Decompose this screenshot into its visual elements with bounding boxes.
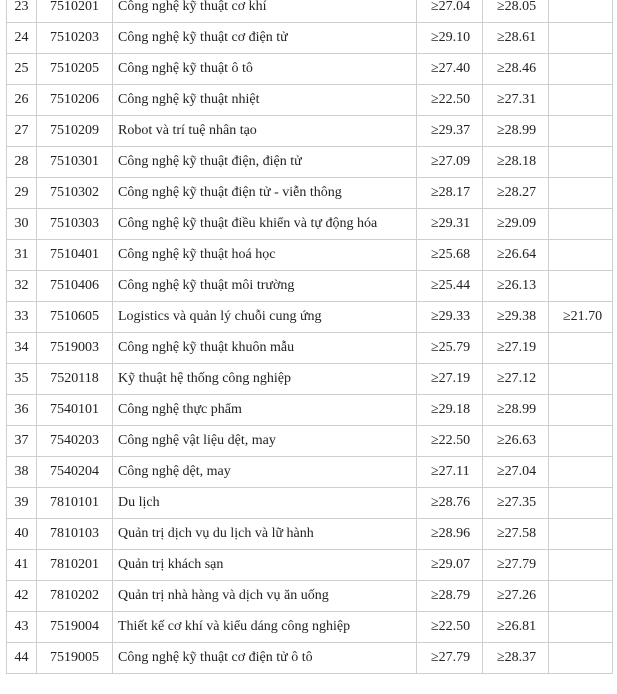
score-method-3-cell: [549, 333, 613, 364]
table-row: [7, 519, 613, 550]
major-name-cell: Công nghệ kỹ thuật điều khiển và tự động hóa: [113, 209, 417, 240]
score-method-1-cell: ≥28.96: [417, 519, 483, 550]
score-method-2-cell: ≥28.27: [483, 178, 549, 209]
major-code-cell: 7510406: [37, 271, 113, 302]
major-name-cell: Công nghệ dệt, may: [113, 457, 417, 488]
major-code-cell: 7510303: [37, 209, 113, 240]
score-method-2-cell: ≥28.99: [483, 395, 549, 426]
score-method-3-cell: [549, 178, 613, 209]
row-number-cell: 39: [7, 488, 37, 519]
table-row: [7, 271, 613, 302]
table-row: [7, 240, 613, 271]
score-method-3-cell: [549, 550, 613, 581]
row-number-cell: 35: [7, 364, 37, 395]
score-method-1-cell: ≥29.07: [417, 550, 483, 581]
score-method-3-cell: [549, 85, 613, 116]
row-number-cell: 30: [7, 209, 37, 240]
table-row: [7, 581, 613, 612]
major-name-cell: Công nghệ kỹ thuật ô tô: [113, 54, 417, 85]
table-row: [7, 550, 613, 581]
score-method-1-cell: ≥25.44: [417, 271, 483, 302]
table-row: [7, 147, 613, 178]
major-code-cell: 7810103: [37, 519, 113, 550]
score-method-3-cell: [549, 426, 613, 457]
score-method-2-cell: ≥28.05: [483, 0, 549, 23]
major-code-cell: 7810101: [37, 488, 113, 519]
score-method-2-cell: ≥26.63: [483, 426, 549, 457]
score-method-2-cell: ≥27.35: [483, 488, 549, 519]
major-code-cell: 7519003: [37, 333, 113, 364]
major-code-cell: 7510605: [37, 302, 113, 333]
row-number-cell: 37: [7, 426, 37, 457]
table-row: [7, 116, 613, 147]
score-method-3-cell: ≥21.70: [549, 302, 613, 333]
major-code-cell: 7540203: [37, 426, 113, 457]
major-name-cell: Logistics và quản lý chuỗi cung ứng: [113, 302, 417, 333]
major-name-cell: Công nghệ kỹ thuật cơ điện tử ô tô: [113, 643, 417, 674]
major-name-cell: Công nghệ kỹ thuật cơ khí: [113, 0, 417, 23]
row-number-cell: 40: [7, 519, 37, 550]
major-code-cell: 7519005: [37, 643, 113, 674]
table-row: [7, 488, 613, 519]
row-number-cell: 31: [7, 240, 37, 271]
admission-scores-table: [6, 0, 613, 674]
row-number-cell: 23: [7, 0, 37, 23]
row-number-cell: 26: [7, 85, 37, 116]
major-code-cell: 7510206: [37, 85, 113, 116]
score-method-2-cell: ≥27.79: [483, 550, 549, 581]
score-method-3-cell: [549, 0, 613, 23]
major-name-cell: Công nghệ vật liệu dệt, may: [113, 426, 417, 457]
score-method-3-cell: [549, 457, 613, 488]
major-code-cell: 7510203: [37, 23, 113, 54]
score-method-1-cell: ≥28.79: [417, 581, 483, 612]
major-code-cell: 7810202: [37, 581, 113, 612]
major-code-cell: 7810201: [37, 550, 113, 581]
score-method-1-cell: ≥27.04: [417, 0, 483, 23]
row-number-cell: 38: [7, 457, 37, 488]
major-code-cell: 7540101: [37, 395, 113, 426]
score-method-3-cell: [549, 54, 613, 85]
row-number-cell: 32: [7, 271, 37, 302]
major-name-cell: Robot và trí tuệ nhân tạo: [113, 116, 417, 147]
row-number-cell: 28: [7, 147, 37, 178]
table-row: [7, 85, 613, 116]
score-method-1-cell: ≥22.50: [417, 612, 483, 643]
table-row: [7, 612, 613, 643]
score-method-2-cell: ≥28.61: [483, 23, 549, 54]
score-method-3-cell: [549, 519, 613, 550]
score-method-1-cell: ≥29.37: [417, 116, 483, 147]
table-row: [7, 643, 613, 674]
major-name-cell: Quản trị khách sạn: [113, 550, 417, 581]
table-row: [7, 54, 613, 85]
score-method-2-cell: ≥29.09: [483, 209, 549, 240]
table-body: [7, 0, 613, 674]
major-name-cell: Du lịch: [113, 488, 417, 519]
score-method-3-cell: [549, 488, 613, 519]
score-method-2-cell: ≥27.58: [483, 519, 549, 550]
score-method-2-cell: ≥27.31: [483, 85, 549, 116]
major-code-cell: 7520118: [37, 364, 113, 395]
score-method-2-cell: ≥26.64: [483, 240, 549, 271]
major-code-cell: 7519004: [37, 612, 113, 643]
row-number-cell: 25: [7, 54, 37, 85]
major-name-cell: Công nghệ kỹ thuật nhiệt: [113, 85, 417, 116]
table-row: [7, 457, 613, 488]
major-name-cell: Công nghệ kỹ thuật điện, điện tử: [113, 147, 417, 178]
table-row: [7, 209, 613, 240]
major-name-cell: Công nghệ kỹ thuật điện tử - viễn thông: [113, 178, 417, 209]
score-method-1-cell: ≥27.40: [417, 54, 483, 85]
score-method-3-cell: [549, 116, 613, 147]
major-name-cell: Quản trị nhà hàng và dịch vụ ăn uống: [113, 581, 417, 612]
score-method-1-cell: ≥29.18: [417, 395, 483, 426]
table-row: [7, 0, 613, 23]
score-method-3-cell: [549, 147, 613, 178]
score-method-1-cell: ≥27.09: [417, 147, 483, 178]
row-number-cell: 27: [7, 116, 37, 147]
score-method-3-cell: [549, 240, 613, 271]
score-method-2-cell: ≥26.81: [483, 612, 549, 643]
score-method-2-cell: ≥27.04: [483, 457, 549, 488]
row-number-cell: 34: [7, 333, 37, 364]
score-method-3-cell: [549, 643, 613, 674]
score-method-1-cell: ≥25.68: [417, 240, 483, 271]
score-method-1-cell: ≥22.50: [417, 85, 483, 116]
table-row: [7, 364, 613, 395]
major-name-cell: Quản trị dịch vụ du lịch và lữ hành: [113, 519, 417, 550]
major-code-cell: 7510201: [37, 0, 113, 23]
score-method-3-cell: [549, 209, 613, 240]
score-method-1-cell: ≥28.17: [417, 178, 483, 209]
major-name-cell: Công nghệ kỹ thuật hoá học: [113, 240, 417, 271]
table-row: [7, 302, 613, 333]
major-code-cell: 7510301: [37, 147, 113, 178]
major-name-cell: Công nghệ thực phẩm: [113, 395, 417, 426]
row-number-cell: 44: [7, 643, 37, 674]
row-number-cell: 24: [7, 23, 37, 54]
score-method-1-cell: ≥27.11: [417, 457, 483, 488]
score-method-2-cell: ≥26.13: [483, 271, 549, 302]
table-row: [7, 426, 613, 457]
score-method-3-cell: [549, 271, 613, 302]
score-method-3-cell: [549, 612, 613, 643]
major-name-cell: Công nghệ kỹ thuật môi trường: [113, 271, 417, 302]
major-name-cell: Công nghệ kỹ thuật cơ điện tử: [113, 23, 417, 54]
score-method-2-cell: ≥27.26: [483, 581, 549, 612]
score-method-2-cell: ≥28.46: [483, 54, 549, 85]
score-method-1-cell: ≥27.19: [417, 364, 483, 395]
row-number-cell: 42: [7, 581, 37, 612]
score-method-2-cell: ≥29.38: [483, 302, 549, 333]
table-row: [7, 395, 613, 426]
major-code-cell: 7510209: [37, 116, 113, 147]
score-method-3-cell: [549, 395, 613, 426]
major-code-cell: 7540204: [37, 457, 113, 488]
major-name-cell: Công nghệ kỹ thuật khuôn mẫu: [113, 333, 417, 364]
score-method-1-cell: ≥25.79: [417, 333, 483, 364]
score-method-2-cell: ≥28.99: [483, 116, 549, 147]
score-method-2-cell: ≥28.18: [483, 147, 549, 178]
major-name-cell: Kỹ thuật hệ thống công nghiệp: [113, 364, 417, 395]
score-method-2-cell: ≥27.12: [483, 364, 549, 395]
score-method-1-cell: ≥27.79: [417, 643, 483, 674]
score-method-1-cell: ≥22.50: [417, 426, 483, 457]
row-number-cell: 41: [7, 550, 37, 581]
table-row: [7, 178, 613, 209]
score-method-3-cell: [549, 581, 613, 612]
table-row: [7, 333, 613, 364]
score-method-3-cell: [549, 364, 613, 395]
score-method-3-cell: [549, 23, 613, 54]
score-method-1-cell: ≥29.31: [417, 209, 483, 240]
score-method-2-cell: ≥27.19: [483, 333, 549, 364]
score-method-1-cell: ≥29.10: [417, 23, 483, 54]
score-method-1-cell: ≥29.33: [417, 302, 483, 333]
major-name-cell: Thiết kế cơ khí và kiểu dáng công nghiệp: [113, 612, 417, 643]
row-number-cell: 43: [7, 612, 37, 643]
major-code-cell: 7510401: [37, 240, 113, 271]
row-number-cell: 33: [7, 302, 37, 333]
row-number-cell: 29: [7, 178, 37, 209]
score-method-1-cell: ≥28.76: [417, 488, 483, 519]
major-code-cell: 7510302: [37, 178, 113, 209]
row-number-cell: 36: [7, 395, 37, 426]
score-method-2-cell: ≥28.37: [483, 643, 549, 674]
table-row: [7, 23, 613, 54]
major-code-cell: 7510205: [37, 54, 113, 85]
